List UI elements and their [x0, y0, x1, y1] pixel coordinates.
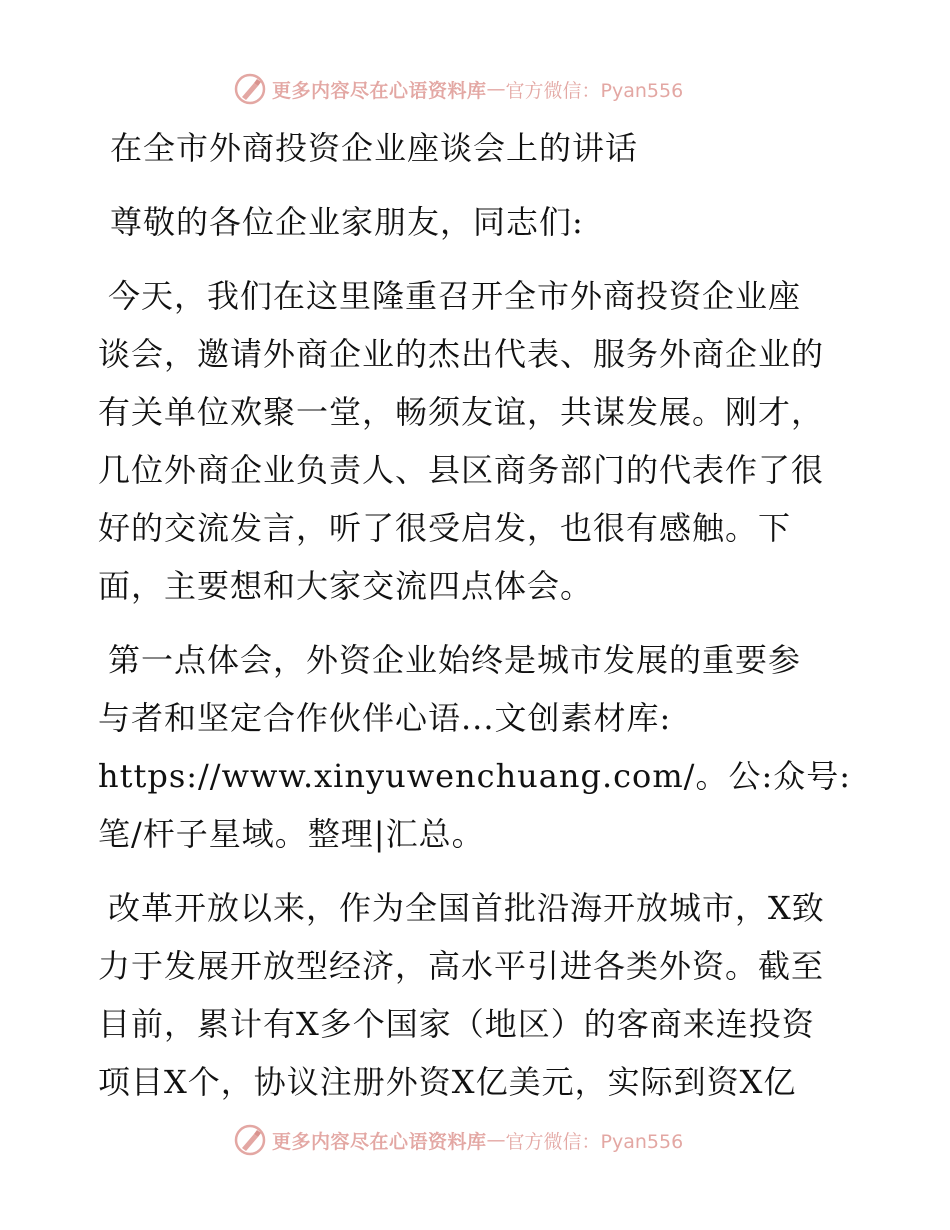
paragraph-line: 项目X个，协议注册外资X亿美元，实际到资X亿	[98, 1063, 797, 1101]
pen-logo-icon	[234, 73, 266, 105]
header-watermark	[234, 72, 683, 106]
watermark-wechat-text: 官方微信：Pyan556	[505, 79, 684, 102]
watermark-main-text: 更多内容尽在心语资料库	[272, 79, 487, 102]
watermark-main-text: 更多内容尽在心语资料库	[272, 1130, 487, 1153]
paragraph-line: 面，主要想和大家交流四点体会。	[98, 567, 594, 605]
paragraph-line: 谈会，邀请外商企业的杰出代表、服务外商企业的	[98, 335, 825, 373]
paragraph-line: 好的交流发言，听了很受启发，也很有感触。下	[98, 509, 792, 547]
paragraph-line: 几位外商企业负责人、县区商务部门的代表作了很	[98, 451, 825, 489]
paragraph-line: 目前，累计有X多个国家（地区）的客商来连投资	[98, 1005, 815, 1043]
salutation: 尊敬的各位企业家朋友，同志们:	[110, 203, 584, 241]
paragraph-line: 笔/杆子星域。整理|汇总。	[98, 815, 485, 853]
footer-watermark	[234, 1123, 683, 1157]
watermark-separator: —	[486, 1129, 506, 1151]
page-title: 在全市外商投资企业座谈会上的讲话	[110, 129, 639, 167]
source-url-line: https://www.xinyuwenchuang.com/。公:众号:	[98, 757, 852, 795]
paragraph-line: 第一点体会，外资企业始终是城市发展的重要参	[108, 641, 802, 679]
paragraph-line: 今天，我们在这里隆重召开全市外商投资企业座	[108, 277, 802, 315]
paragraph-line: 力于发展开放型经济，高水平引进各类外资。截至	[98, 947, 825, 985]
paragraph-line: 有关单位欢聚一堂，畅须友谊，共谋发展。刚才，	[98, 393, 825, 431]
watermark-wechat-text: 官方微信：Pyan556	[505, 1130, 684, 1153]
paragraph-line: 与者和坚定合作伙伴心语...文创素材库:	[98, 699, 672, 737]
pen-logo-icon	[234, 1124, 266, 1156]
paragraph-line: 改革开放以来，作为全国首批沿海开放城市，X致	[108, 889, 825, 927]
watermark-separator: —	[486, 78, 506, 100]
